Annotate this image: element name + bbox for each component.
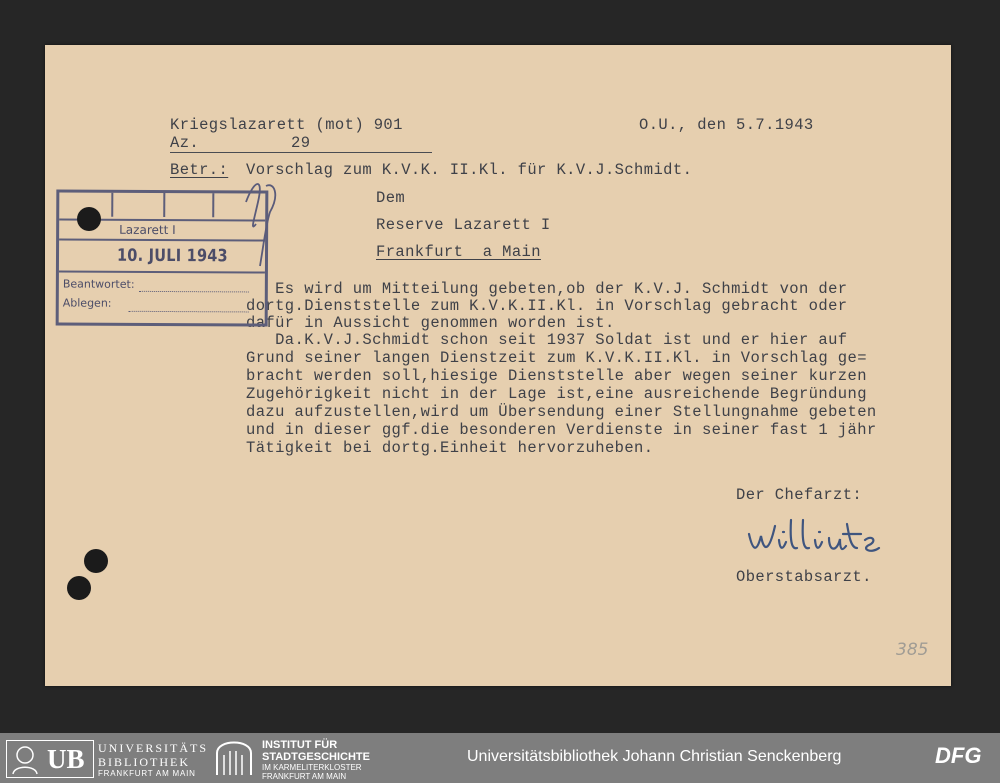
punch-hole — [77, 207, 101, 231]
body-line: Tätigkeit bei dortg.Einheit hervorzuheben. — [246, 439, 654, 457]
reference-label: Az. — [170, 134, 200, 152]
subject-text: Vorschlag zum K.V.K. II.Kl. für K.V.J.Schmidt. — [246, 161, 693, 179]
library-city: FRANKFURT AM MAIN — [98, 769, 196, 778]
recipient-line: Reserve Lazarett I — [376, 216, 551, 234]
body-line: dazu aufzustellen,wird um Übersendung einer Stellungnahme gebeten — [246, 403, 877, 421]
portrait-icon — [10, 743, 40, 775]
library-name-2: BIBLIOTHEK — [98, 755, 190, 769]
reference-underline — [170, 152, 432, 153]
stamp-date: 10. JULI 1943 — [116, 245, 228, 267]
subject-label: Betr.: — [170, 161, 229, 179]
institute-address: IM KARMELITERKLOSTER — [262, 763, 362, 772]
body-line: dortg.Dienststelle zum K.V.K.II.Kl. in Vorschlag gebracht oder — [246, 297, 848, 315]
closing-line: Der Chefarzt: — [736, 486, 863, 504]
institute-name-2: STADTGESCHICHTE — [262, 751, 370, 763]
place-date: O.U., den 5.7.1943 — [639, 116, 814, 134]
stamp-header: Lazarett I — [119, 222, 176, 238]
ub-logo — [6, 740, 94, 778]
archive-footer — [0, 733, 1000, 783]
handwritten-signature — [745, 512, 895, 562]
punch-hole — [67, 576, 91, 600]
institute-arch-icon — [214, 741, 254, 775]
pencil-mark — [240, 172, 282, 272]
stamp-answered-label: Beantwortet: — [62, 277, 135, 291]
dfg-logo: DFG — [935, 743, 982, 768]
recipient-city: Frankfurt a Main — [376, 243, 541, 261]
body-line: bracht werden soll,hiesige Dienststelle aber wegen seiner kurzen — [246, 367, 867, 385]
body-line: Grund seiner langen Dienstzeit zum K.V.K.II.Kl. in Vorschlag ge= — [246, 349, 867, 367]
stamp-file-label: Ablegen: — [62, 296, 112, 310]
body-line: Zugehörigkeit nicht in der Lage ist,eine ausreichende Begründung — [246, 385, 867, 403]
library-full-name: Universitätsbibliothek Johann Christian Senckenberg — [467, 748, 842, 765]
body-line: Da.K.V.J.Schmidt schon seit 1937 Soldat ist und er hier auf — [246, 331, 848, 349]
body-line: und in dieser ggf.die besonderen Verdienste in seiner fast 1 jähr — [246, 421, 877, 439]
ub-mark: UB — [47, 744, 85, 774]
institute-city: FRANKFURT AM MAIN — [262, 772, 347, 781]
punch-hole — [84, 549, 108, 573]
reference-number: 29 — [291, 134, 311, 152]
institute-name-1: INSTITUT FÜR — [262, 739, 338, 751]
archive-number: 385 — [896, 640, 929, 660]
recipient-line: Dem — [376, 189, 406, 207]
rank-line: Oberstabsarzt. — [736, 568, 872, 586]
library-name-1: UNIVERSITÄTS — [98, 741, 208, 755]
sender-line: Kriegslazarett (mot) 901 — [170, 116, 403, 134]
body-line: dafür in Aussicht genommen worden ist. — [246, 314, 615, 332]
body-line: Es wird um Mitteilung gebeten,ob der K.V.J. Schmidt von der — [246, 280, 848, 298]
